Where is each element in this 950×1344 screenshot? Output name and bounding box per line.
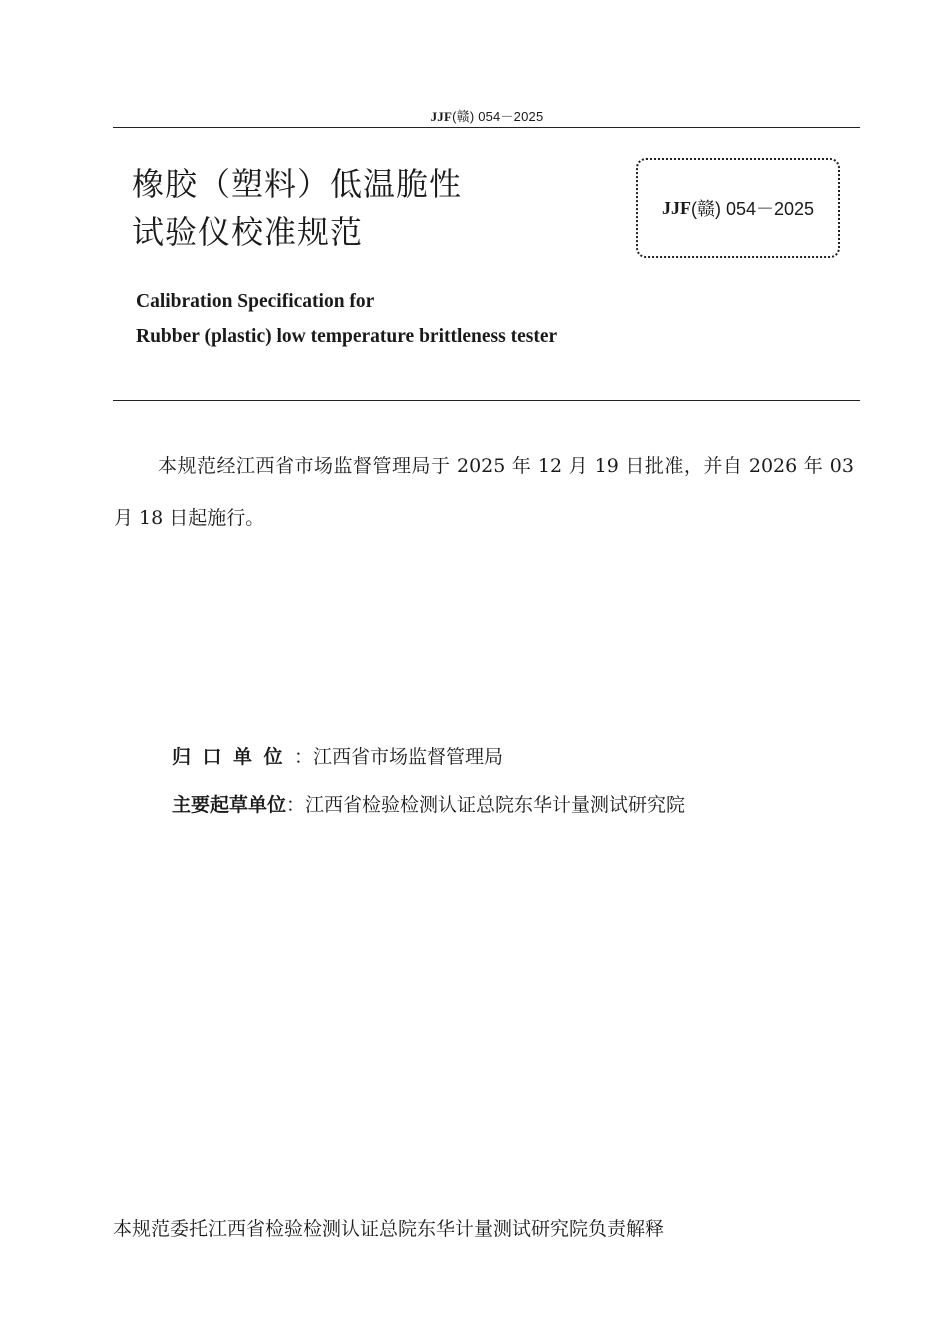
chinese-title (132, 160, 462, 256)
standard-code-box (636, 158, 840, 258)
english-title-line-1: Calibration Specification for (136, 291, 375, 312)
chinese-title-line-1: 橡胶（塑料）低温脆性 (132, 165, 463, 203)
approval-statement: 本规范经江西省市场监督管理局于 2025 年 12 月 19 日批准，并自 2026 年 03 月 18 日起施行。 (114, 455, 854, 529)
middle-divider (113, 400, 860, 401)
responsible-unit-label: 归口单位 (172, 746, 295, 768)
english-title (136, 284, 557, 354)
interpretation-note: 本规范委托江西省检验检测认证总院东华计量测试研究院负责解释 (113, 1218, 665, 1240)
responsible-unit-value: 江西省市场监督管理局 (313, 746, 504, 768)
drafting-unit-label: 主要起草单位 (172, 794, 287, 816)
code-box-number: (赣) 054－2025 (690, 199, 815, 219)
header-code-prefix: JJF (430, 109, 453, 124)
drafting-unit-separator: ： (286, 794, 306, 816)
header-standard-code (0, 106, 950, 125)
top-divider (113, 127, 860, 128)
code-box-prefix: JJF (661, 197, 691, 218)
responsible-unit-row (172, 742, 503, 769)
chinese-title-line-2: 试验仪校准规范 (132, 213, 364, 251)
header-code-number: (赣) 054－2025 (452, 109, 544, 124)
english-title-line-2: Rubber (plastic) low temperature brittleness tester (136, 326, 558, 347)
responsible-unit-separator: ： (294, 746, 314, 768)
drafting-unit-row (172, 790, 685, 817)
drafting-unit-value: 江西省检验检测认证总院东华计量测试研究院 (305, 794, 686, 816)
